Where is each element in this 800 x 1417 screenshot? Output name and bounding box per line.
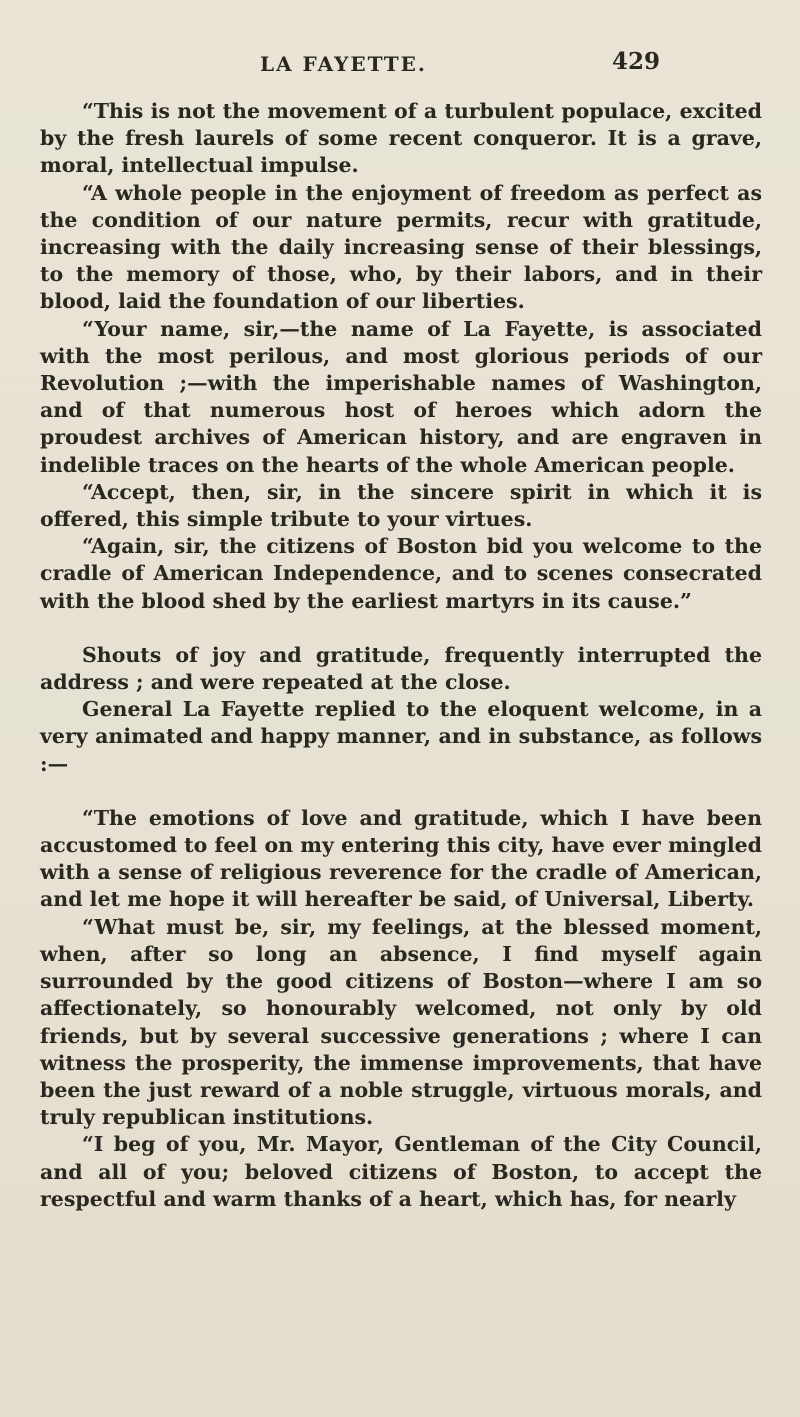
paragraph: “Your name, sir,—the name of La Fayette, is associated with the most perilous, and most glorious periods of our Revolution ;—with the imperishable names of Washington, and of that numerous host of heroes which adorn the proudest archives of American history, and are engraven in indelible traces on the hearts of the whole American people. [40,316,762,477]
paragraph: “A whole people in the enjoyment of freedom as perfect as the condition of our nature permits, recur with gratitude, increasing with the daily increasing sense of their blessings, to the memory of those, who, by their labors, and in their blood, laid the foundation of our liberties. [40,180,762,314]
paragraph: “Again, sir, the citizens of Boston bid you welcome to the cradle of American Independence, and to scenes consecrated with the blood shed by the earliest martyrs in its cause.” [40,534,762,613]
section-gap [40,615,762,642]
paragraph: “This is not the movement of a turbulent populace, excited by the fresh laurels of some recent conqueror. It is a grave, moral, intellectual impulse. [40,99,762,178]
section-gap [40,778,762,805]
page-header [0,48,800,92]
paragraph: “The emotions of love and gratitude, which I have been accustomed to feel on my entering this city, have ever mingled with a sense of religious reverence for the cradle of American, and let me hope it will hereafter be said, of Universal, Liberty. [40,805,762,912]
running-head: LA FAYETTE. [260,52,427,76]
page-number: 429 [612,48,661,75]
paragraph: “I beg of you, Mr. Mayor, Gentleman of the City Council, and all of you; beloved citizens of Boston, to accept the respectful and warm thanks of a heart, which has, for nearly [40,1132,762,1211]
body-text [40,98,762,1213]
paragraph: General La Fayette replied to the eloquent welcome, in a very animated and happy manner, and in substance, as follows :— [40,697,762,776]
paragraph: “Accept, then, sir, in the sincere spirit in which it is offered, this simple tribute to your virtues. [40,479,762,532]
paragraph: Shouts of joy and gratitude, frequently interrupted the address ; and were repeated at the close. [40,642,762,695]
paragraph: “What must be, sir, my feelings, at the blessed moment, when, after so long an absence, I find myself again surrounded by the good citizens of Boston—where I am so affectionately, so honourably welcomed, not only by old friends, but by several successive generations ; where I can witness the prosperity, the immense improvements, that have been the just reward of a noble struggle, virtuous morals, and truly republican institutions. [40,914,762,1130]
